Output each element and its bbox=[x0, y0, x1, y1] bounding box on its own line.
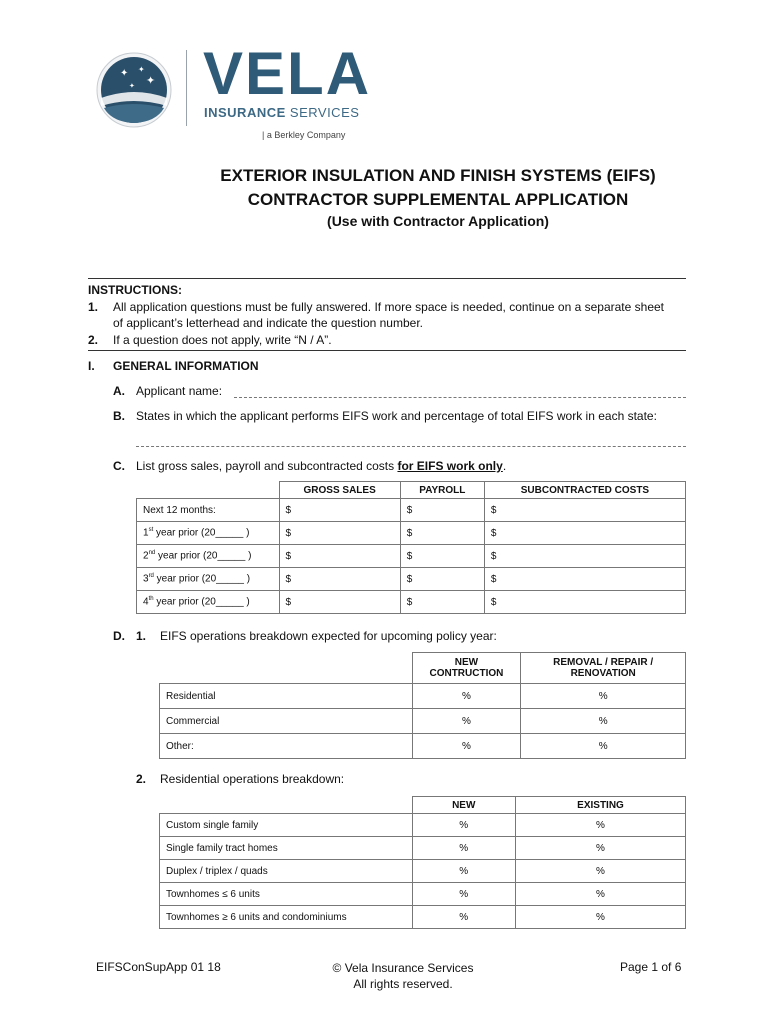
col-gross-sales: GROSS SALES bbox=[279, 482, 400, 499]
logo-berkley: | a Berkley Company bbox=[262, 130, 346, 140]
removal-pct[interactable]: % bbox=[521, 709, 686, 734]
subcontracted-cell[interactable]: $ bbox=[484, 591, 685, 614]
row-label: 3rd year prior (20_____ ) bbox=[137, 568, 280, 591]
gross-sales-cell[interactable]: $ bbox=[279, 499, 400, 522]
row-label: Single family tract homes bbox=[160, 837, 413, 860]
row-label: Commercial bbox=[160, 709, 413, 734]
row-label: Custom single family bbox=[160, 814, 413, 837]
table-row bbox=[160, 709, 686, 734]
gross-sales-cell[interactable]: $ bbox=[279, 545, 400, 568]
table-row bbox=[137, 568, 686, 591]
svg-text:✦: ✦ bbox=[129, 82, 135, 90]
existing-pct[interactable]: % bbox=[516, 860, 686, 883]
row-label: 4th year prior (20_____ ) bbox=[137, 591, 280, 614]
question-d1-text: EIFS operations breakdown expected for upcoming policy year: bbox=[160, 629, 497, 643]
table-row bbox=[160, 814, 686, 837]
question-c-text: List gross sales, payroll and subcontracted costs for EIFS work only. bbox=[136, 459, 507, 473]
gross-sales-cell[interactable]: $ bbox=[279, 591, 400, 614]
star-globe-icon bbox=[96, 52, 172, 128]
logo-wordmark: VELA bbox=[203, 40, 372, 107]
page-title-line1: EXTERIOR INSULATION AND FINISH SYSTEMS (EIFS) bbox=[220, 166, 656, 185]
subcontracted-cell[interactable]: $ bbox=[484, 545, 685, 568]
form-code: EIFSConSupApp 01 18 bbox=[96, 960, 221, 974]
new-construction-pct[interactable]: % bbox=[412, 684, 521, 709]
payroll-cell[interactable]: $ bbox=[400, 499, 484, 522]
gross-sales-table bbox=[136, 481, 686, 614]
instruction-number-2: 2. bbox=[88, 333, 99, 347]
new-construction-pct[interactable]: % bbox=[412, 734, 521, 759]
row-label: Other: bbox=[160, 734, 413, 759]
table-corner bbox=[160, 653, 413, 684]
new-pct[interactable]: % bbox=[412, 837, 516, 860]
payroll-cell[interactable]: $ bbox=[400, 591, 484, 614]
payroll-cell[interactable]: $ bbox=[400, 545, 484, 568]
gross-sales-cell[interactable]: $ bbox=[279, 568, 400, 591]
page-title-line2: CONTRACTOR SUPPLEMENTAL APPLICATION bbox=[247, 190, 629, 209]
row-label: Townhomes ≥ 6 units and condominiums bbox=[160, 906, 413, 929]
col-payroll: PAYROLL bbox=[400, 482, 484, 499]
divider-top bbox=[88, 278, 686, 279]
subcontracted-cell[interactable]: $ bbox=[484, 568, 685, 591]
table-row bbox=[160, 837, 686, 860]
new-pct[interactable]: % bbox=[412, 906, 516, 929]
row-label: Residential bbox=[160, 684, 413, 709]
instruction-2: If a question does not apply, write “N / A”. bbox=[113, 333, 332, 347]
footer-copyright: © Vela Insurance Services bbox=[332, 961, 474, 975]
instruction-1-line1: All application questions must be fully answered. If more space is needed, continue on a separate sheet bbox=[113, 300, 664, 314]
new-pct[interactable]: % bbox=[412, 883, 516, 906]
section-number: I. bbox=[88, 359, 95, 373]
subcontracted-cell[interactable]: $ bbox=[484, 499, 685, 522]
states-field[interactable] bbox=[136, 445, 686, 447]
table-corner bbox=[160, 797, 413, 814]
new-pct[interactable]: % bbox=[412, 814, 516, 837]
footer-rights: All rights reserved. bbox=[353, 977, 453, 991]
existing-pct[interactable]: % bbox=[516, 837, 686, 860]
col-existing: EXISTING bbox=[516, 797, 686, 814]
table-row bbox=[160, 906, 686, 929]
row-label: 1st year prior (20_____ ) bbox=[137, 522, 280, 545]
table-row bbox=[160, 860, 686, 883]
existing-pct[interactable]: % bbox=[516, 814, 686, 837]
table-row bbox=[137, 522, 686, 545]
table-row bbox=[137, 499, 686, 522]
subcontracted-cell[interactable]: $ bbox=[484, 522, 685, 545]
instruction-1-line2: of applicant’s letterhead and indicate the question number. bbox=[113, 316, 423, 330]
col-new-construction: NEW CONTRUCTION bbox=[412, 653, 521, 684]
col-removal-repair: REMOVAL / REPAIR / RENOVATION bbox=[521, 653, 686, 684]
page-subtitle: (Use with Contractor Application) bbox=[327, 213, 549, 229]
question-d1-number: 1. bbox=[136, 629, 147, 643]
svg-text:✦: ✦ bbox=[120, 68, 129, 79]
new-pct[interactable]: % bbox=[412, 860, 516, 883]
section-heading: GENERAL INFORMATION bbox=[113, 359, 259, 373]
table-row bbox=[137, 545, 686, 568]
applicant-name-field[interactable] bbox=[234, 396, 686, 398]
residential-operations-table bbox=[159, 796, 686, 929]
existing-pct[interactable]: % bbox=[516, 906, 686, 929]
logo-insurance-services: INSURANCE SERVICES bbox=[204, 105, 360, 120]
instruction-number-1: 1. bbox=[88, 300, 99, 314]
row-label: Next 12 months: bbox=[137, 499, 280, 522]
row-label: 2nd year prior (20_____ ) bbox=[137, 545, 280, 568]
question-a-label: A. bbox=[113, 384, 125, 398]
payroll-cell[interactable]: $ bbox=[400, 522, 484, 545]
removal-pct[interactable]: % bbox=[521, 684, 686, 709]
col-subcontracted: SUBCONTRACTED COSTS bbox=[484, 482, 685, 499]
svg-text:✦: ✦ bbox=[146, 74, 156, 87]
question-b-label: B. bbox=[113, 409, 125, 423]
table-row bbox=[160, 883, 686, 906]
question-c-label: C. bbox=[113, 459, 125, 473]
row-label: Townhomes ≤ 6 units bbox=[160, 883, 413, 906]
col-new: NEW bbox=[412, 797, 516, 814]
eifs-operations-table bbox=[159, 652, 686, 759]
logo-divider bbox=[186, 50, 187, 126]
question-d2-number: 2. bbox=[136, 772, 147, 786]
question-a-text: Applicant name: bbox=[136, 384, 223, 398]
removal-pct[interactable]: % bbox=[521, 734, 686, 759]
gross-sales-cell[interactable]: $ bbox=[279, 522, 400, 545]
page-number: Page 1 of 6 bbox=[620, 960, 682, 974]
row-label: Duplex / triplex / quads bbox=[160, 860, 413, 883]
question-b-text: States in which the applicant performs EIFS work and percentage of total EIFS work in each state: bbox=[136, 409, 657, 423]
table-row bbox=[160, 684, 686, 709]
table-row bbox=[160, 734, 686, 759]
payroll-cell[interactable]: $ bbox=[400, 568, 484, 591]
question-d2-text: Residential operations breakdown: bbox=[160, 772, 345, 786]
question-d-label: D. bbox=[113, 629, 125, 643]
vela-logo-mark bbox=[96, 52, 172, 128]
instructions-heading: INSTRUCTIONS: bbox=[88, 283, 182, 297]
new-construction-pct[interactable]: % bbox=[412, 709, 521, 734]
existing-pct[interactable]: % bbox=[516, 883, 686, 906]
svg-text:✦: ✦ bbox=[138, 65, 145, 74]
table-corner bbox=[137, 482, 280, 499]
divider-bottom bbox=[88, 350, 686, 351]
table-row bbox=[137, 591, 686, 614]
